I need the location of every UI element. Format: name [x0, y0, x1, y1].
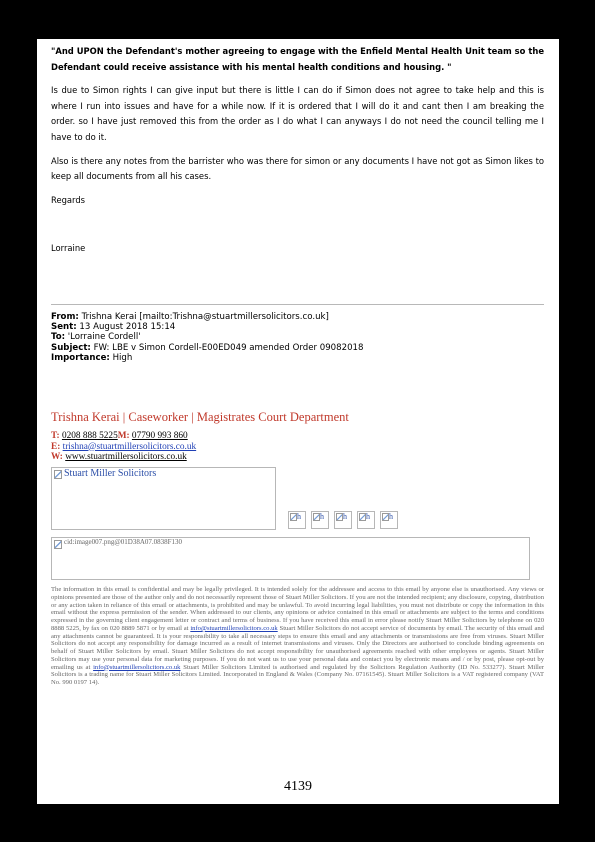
logo-alt-text: Stuart Miller Solicitors	[64, 468, 157, 479]
email-row: E: trishna@stuartmillersolicitors.co.uk	[51, 441, 197, 452]
social-icon-3[interactable]: h	[334, 511, 352, 529]
banner-alt-text: cid:image007.png@01D38A07.0838F130	[64, 538, 183, 546]
social-icon-4[interactable]: h	[357, 511, 375, 529]
social-icon-1[interactable]: h	[288, 511, 306, 529]
company-logo-image[interactable]	[51, 467, 276, 530]
social-icon-2[interactable]: h	[311, 511, 329, 529]
tel-link[interactable]: 0208 888 5225	[61, 431, 118, 441]
closing: Regards	[51, 194, 86, 205]
signature-name: Lorraine	[51, 243, 86, 254]
subject-value: FW: LBE v Simon Cordell-E00ED049 amended Order 09082018	[93, 342, 364, 353]
disclaimer-email-link-2[interactable]: info@stuartmillersolicitors.co.uk	[93, 663, 181, 671]
broken-image-icon	[54, 470, 62, 479]
divider	[51, 304, 544, 305]
broken-image-icon	[290, 513, 297, 521]
email-body	[51, 44, 544, 257]
forwarded-header	[51, 312, 544, 363]
sent-value: 13 August 2018 15:14	[79, 322, 176, 333]
email-link[interactable]: trishna@stuartmillersolicitors.co.uk	[62, 441, 197, 452]
body-paragraph-3: Also is there any notes from the barrister who was there for simon or any documents I have not got as Simon likes to keep all documents from all his cases.	[51, 155, 544, 182]
from-row: From: Trishna Kerai [mailto:Trishna@stuartmillersolicitors.co.uk]	[51, 312, 329, 322]
mobile-link[interactable]: 07790 993 860	[131, 431, 188, 441]
to-value: 'Lorraine Cordell'	[67, 332, 141, 343]
disclaimer-email-link-1[interactable]: info@stuartmillersolicitors.co.uk	[190, 624, 278, 632]
contact-block	[51, 431, 196, 463]
subject-row: Subject: FW: LBE v Simon Cordell-E00ED049 amended Order 09082018	[51, 342, 364, 353]
to-row: To: 'Lorraine Cordell'	[51, 332, 141, 343]
broken-image-icon	[54, 540, 62, 549]
broken-image-icon	[382, 513, 389, 521]
broken-image-icon	[336, 513, 343, 521]
sent-row: Sent: 13 August 2018 15:14	[51, 322, 176, 333]
page-number: 4139	[284, 779, 312, 794]
social-icon-5[interactable]: h	[380, 511, 398, 529]
broken-image-icon	[359, 513, 366, 521]
banner-image[interactable]	[51, 537, 530, 580]
body-paragraph-1: "And UPON the Defendant's mother agreeing to engage with the Enfield Mental Health Unit team so the Defendant could receive assistance with his mental health conditions and housing. "	[51, 46, 544, 72]
legal-disclaimer: The information in this email is confidential and may be legally privileged. It is intended solely for the addressee and access to this email by anyone else is unauthorised. Any views or opinions presented are those of the author only and do not necessarily represent those of Stuart Miller Solicitors. If you are not the intended recipient; any disclosure, copying, distribution or any action taken in reliance of this email or attachments, is prohibited and may be unlawful. To avoid incurring legal liabilities, you must not distribute or copy the information in this email without the express permission of the sender. When addressed to our clients, any opinions or advice contained in this email or attachments are subject to the terms and conditions expressed in the governing client engagement letter or contract and terms of business. If you have received this email in error please notify Stuart Miller Solicitors by telephone on 020 8888 5225, by fax on 020 8889 5871 or by email at info@stuartmillersolicitors.co.uk Stuart Miller Solicitors do not accept service of documents by email. The security of this email and any attachments cannot be guaranteed. It is your responsibility to take all necessary steps to ensure this email and any attachments or transmissions are free from viruses. Stuart Miller Solicitors do not accept any responsibility for damage incurred as a result of internet transmissions and viruses. Only the Directors are authorised to conclude binding agreements on behalf of Stuart Miller Solicitors by email. Stuart Miller Solicitors do not accept responsibility for unauthorised agreements reached with other employees or agents. Stuart Miller Solicitors may use your personal data for marketing purposes. If you do not want us to use your personal data and contact you by electronic means and / or by post, please opt-out by emailing us at info@stuartmillersolicitors.co.uk Stuart Miller Solicitors Limited is authorised and regulated by the Solicitors Regulation Authority (ID No. 533277). Stuart Miller Solicitors is a trading name for Stuart Miller Solicitors Limited. Incorporated in England & Wales (Company No. 07161545). Stuart Miller Solicitors is a VAT registered company (VAT No. 990 0197 14).	[51, 586, 544, 686]
document-page	[37, 39, 559, 804]
importance-value: High	[112, 352, 133, 363]
phone-row: T: 0208 888 5225M: 07790 993 860	[51, 431, 188, 441]
from-value: Trishna Kerai [mailto:Trishna@stuartmillersolicitors.co.uk]	[81, 312, 329, 322]
website-link[interactable]: www.stuartmillersolicitors.co.uk	[65, 452, 187, 463]
sender-name-line: Trishna Kerai | Caseworker | Magistrates Court Department	[51, 410, 349, 424]
body-paragraph-2: Is due to Simon rights I can give input but there is little I can do if Simon does not agree to take help and this is where I run into issues and have for a while now. If it is ordered that I will do it and cant then I am breaking the order. so I have just removed this from the order as I do what I can anyways I do not need the council telling me I have to do it.	[51, 85, 544, 142]
broken-image-icon	[313, 513, 320, 521]
importance-row: Importance: High	[51, 352, 133, 363]
web-row: W: www.stuartmillersolicitors.co.uk	[51, 452, 187, 463]
